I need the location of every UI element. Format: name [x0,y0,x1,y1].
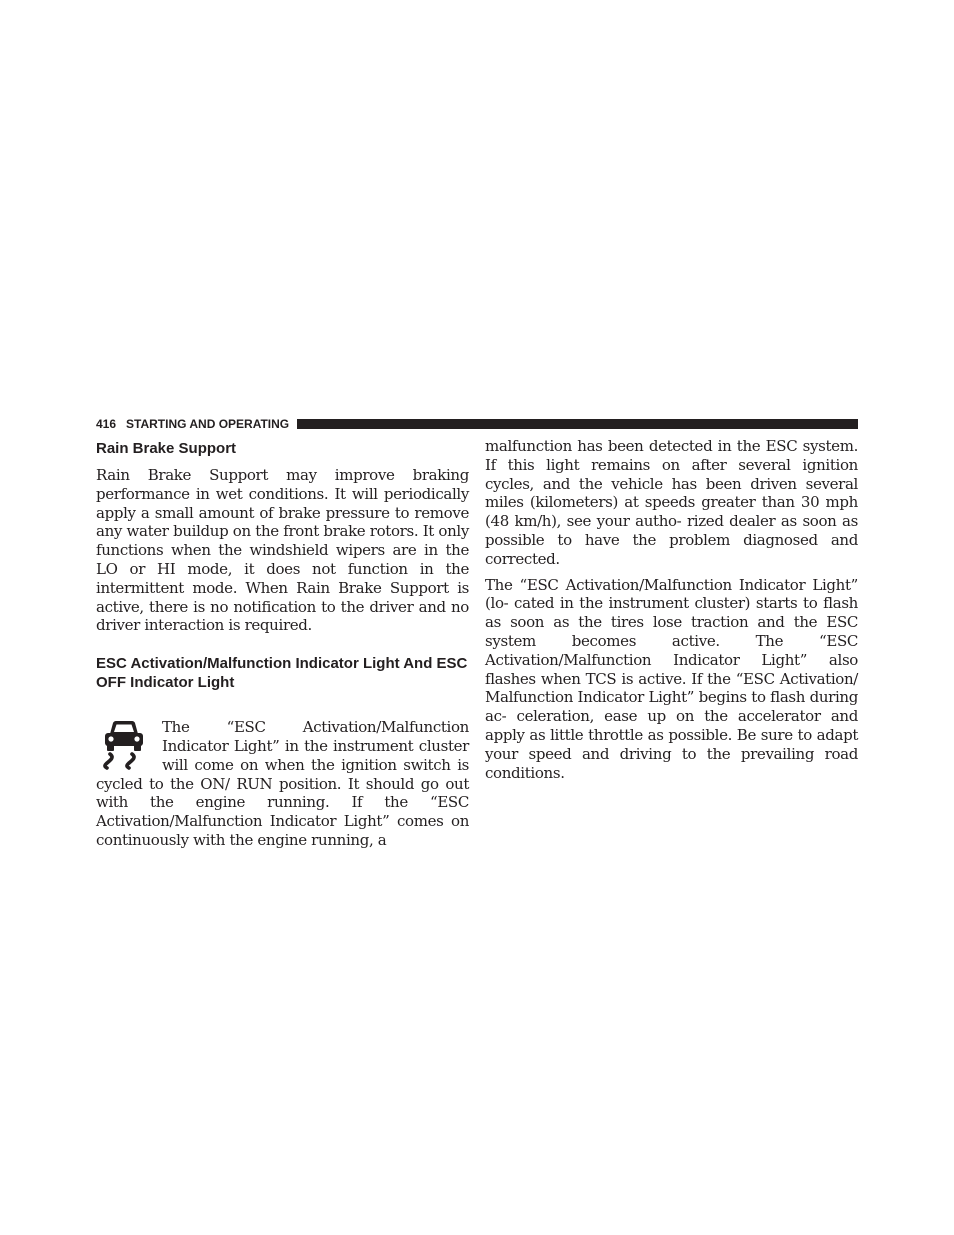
section-title: STARTING AND OPERATING [126,417,290,431]
paragraph-esc-intro: The “ESC Activation/Malfunction Indicator Light” in the instrument cluster will come on when the ignition switch is cycled to the ON/ RUN position. It should go out with the engine running. If the “ESC Activation/Malfunction Indicator Light” comes on continuously with the engine running, a [96,718,469,849]
heading-esc-indicator: ESC Activation/Malfunction Indicator Light And ESC OFF Indicator Light [96,655,468,692]
right-column [485,437,858,782]
page-header [96,417,858,431]
left-column [96,437,469,850]
page-number: 416 [96,417,117,431]
paragraph-rain-brake-support: Rain Brake Support may improve braking performance in wet conditions. It will periodically apply a small amount of brake pressure to remove any water buildup on the front brake rotors. It only functions when the windshield wipers are in the LO or HI mode, it does not function in the intermittent mode. When Rain Brake Support is active, there is no notification to the driver and no driver interaction is required. [96,466,469,635]
paragraph-esc-flash: The “ESC Activation/Malfunction Indicator Light” (lo- cated in the instrument cluster) starts to flash as soon as the tires lose traction and the ESC system becomes active. The “ESC Activation/Malfunction Indicator Light” also flashes when TCS is active. If the “ESC Activation/ Malfunction Indicator Light” begins to flash during ac- celeration, ease up on the accelerator and apply as little throttle as possible. Be sure to adapt your speed and driving to the prevailing road conditions. [485,575,858,782]
esc-skidding-car-icon [96,718,152,774]
heading-rain-brake-support: Rain Brake Support [96,440,237,457]
header-rule [297,419,858,429]
paragraph-esc-malfunction: malfunction has been detected in the ESC system. If this light remains on after several ignition cycles, and the vehicle has been driven several miles (kilometers) at speeds greater than 30 mph (48 km/h), see your autho- rized dealer as soon as possible to have the problem diagnosed and corrected. [485,437,858,568]
